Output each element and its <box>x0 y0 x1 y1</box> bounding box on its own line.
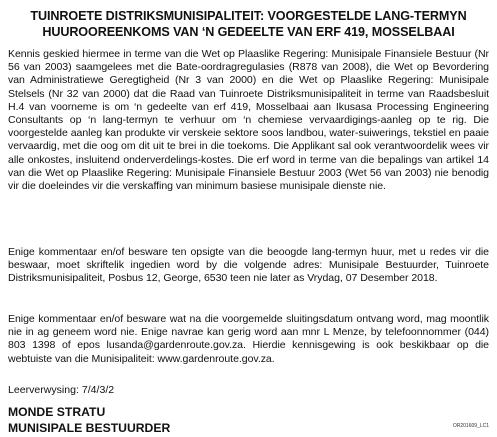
notice-paragraph-2: Enige kommentaar en/of besware ten opsigte van die beoogde lang-termyn huur, met u redes vir die beswaar, moet skriftelik ingedien word by die volgende adres: Munisipale Bestuurder, Tuinroete Distriksmunisipaliteit, Posbus 12, George, 6530 teen nie later as Vrydag, 07 Desember 2018. <box>8 246 489 285</box>
signatory-name: MONDE STRATU <box>8 405 106 419</box>
notice-paragraph-1: Kennis geskied hiermee in terme van die Wet op Plaaslike Regering: Munisipale Finansiele Bestuur (Nr 56 van 2003) saamgelees met die Bate-oordragregulasies (R878 van 2008), die Wet op Bevordering van Administratiewe Geregtigheid (Nr 3 van 2000) en die Wet op Plaaslike Regering: Munisipale Stelsels (Nr 32 van 2000) dat die Raad van Tuinroete Distriksmunisipaliteit in terme van Raadsbesluit H.4 van voorneme is om ‘n gedeelte van erf 419, Mosselbaai aan Ikusasa Processing Engineering Consultants op ‘n lang-termyn te verhuur om ‘n chemiese vervaardigings-aanleg op te rig. Die voorgestelde aanleg kan produkte vir verskeie sektore soos landbou, water-suiwerings, tekstiel en paaie vervaardig, met die oog om dit uit te brei in die toekoms. Die Applikant sal ook verantwoordelik wees vir alle onkostes, insluitend onderverdelings-kostes. Die erf word in terme van die bepalings van artikel 14 van die Wet op Plaaslike Regering: Munisipale Finansiele Bestuur 2003 (Wet 56 van 2003) nie benodig vir die doeleindes vir die verskaffing van minimum basiese munisipale dienste nie. <box>8 48 489 193</box>
file-reference: Leerverwysing: 7/4/3/2 <box>8 384 115 396</box>
notice-document <box>8 8 489 435</box>
notice-title-line-2: HUUROOREENKOMS VAN ‘N GEDEELTE VAN ERF 419, MOSSELBAAI <box>42 25 455 39</box>
notice-title-line-1: TUINROETE DISTRIKSMUNISIPALITEIT: VOORGESTELDE LANG-TERMYN <box>30 9 467 23</box>
notice-paragraph-3: Enige kommentaar en/of besware wat na die voorgemelde sluitingsdatum ontvang word, mag moontlik nie in ag geneem word nie. Enige navrae kan gerig word aan mnr L Menze, by telefoonnommer (044) 803 1398 of epos lusanda@gardenroute.gov.za. Hierdie kennisgewing is ook beskikbaar op die webtuiste van die Munisipaliteit: www.gardenroute.gov.za. <box>8 313 489 365</box>
signatory-title: MUNISIPALE BESTUURDER <box>8 421 171 435</box>
footer-code: OR201609_LC1 <box>452 423 489 429</box>
